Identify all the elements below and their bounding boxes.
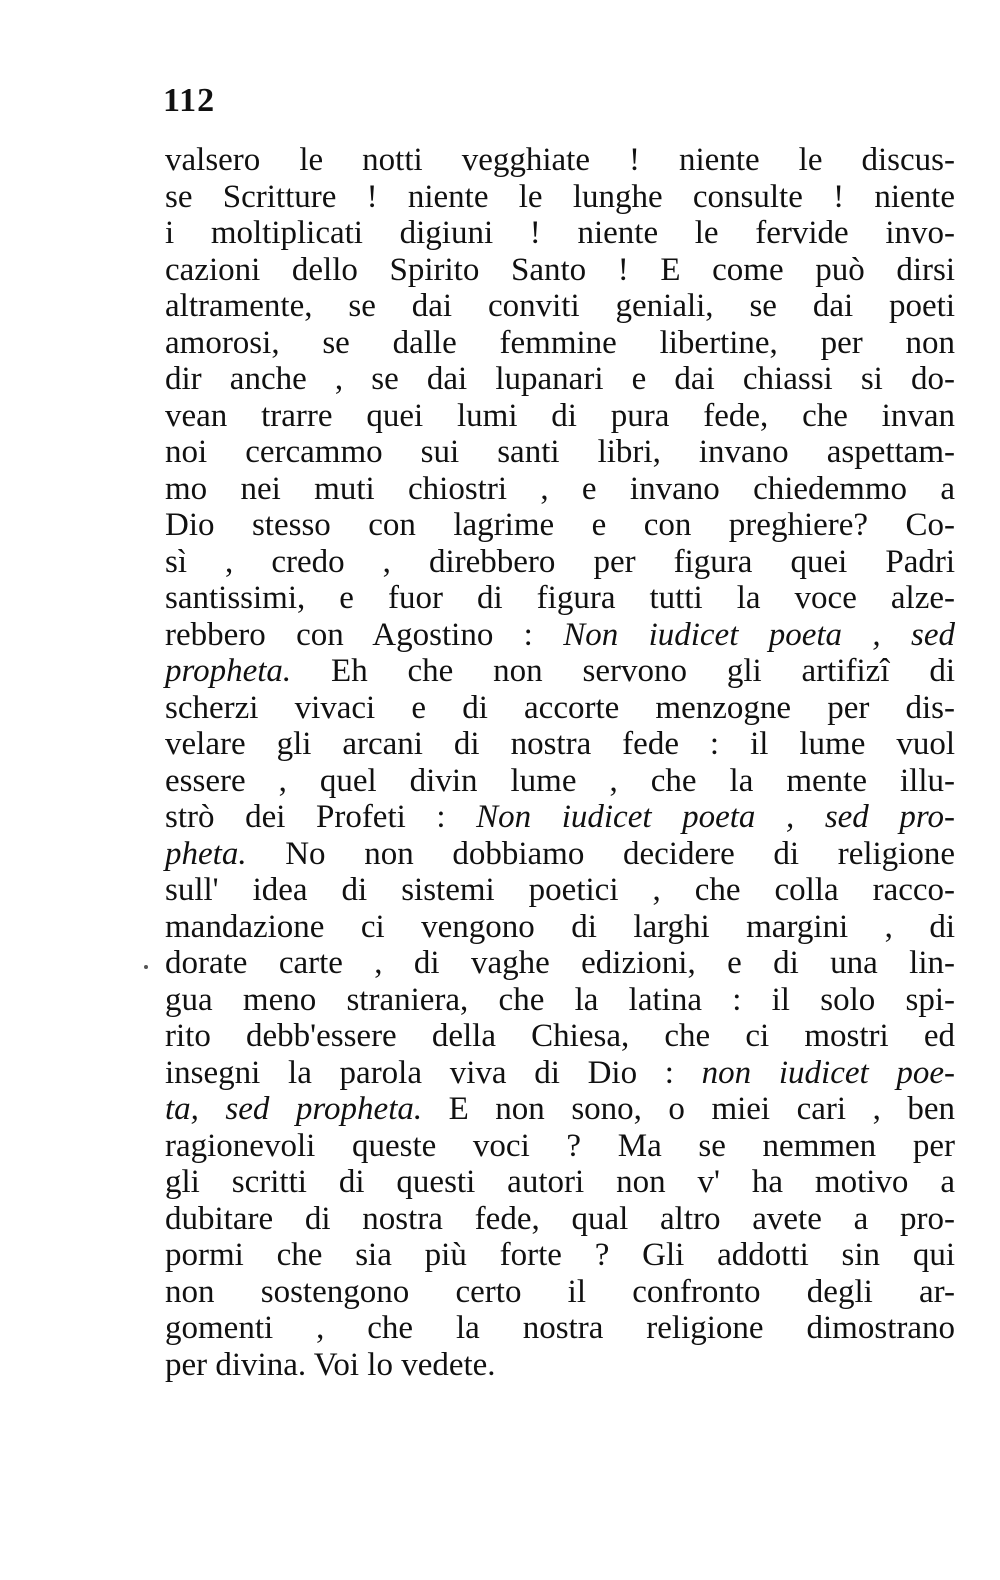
text-span: gua meno straniera, che la latina : il solo spi- [165,981,955,1018]
text-span: valsero le notti vegghiate ! niente le discus- [165,142,955,178]
text-line [165,544,955,581]
text-line [165,1310,955,1347]
text-line [165,726,955,763]
text-line [165,1237,955,1274]
text-span: rebbero con Agostino : [165,616,564,653]
text-line [165,1128,955,1165]
text-span: cazioni dello Spirito Santo ! E come può dirsi [165,251,955,288]
text-line [165,252,955,289]
text-span: gomenti , che la nostra religione dimostrano [165,1310,955,1346]
text-line [165,398,955,435]
page-number: 112 [163,82,216,119]
text-line [165,215,955,252]
text-line [165,507,955,544]
text-span: se Scritture ! niente le lunghe consulte ! niente [165,178,955,215]
text-span: dir anche , se dai lupanari e dai chiassi si do- [165,361,955,397]
text-span: altramente, se dai conviti geniali, se dai poeti [165,288,955,324]
text-line [165,1055,955,1092]
text-span: non sostengono certo il confronto degli ar- [165,1273,955,1310]
text-span: rito debb'essere della Chiesa, che ci mostri ed [165,1018,955,1054]
italic-quote: Non iudicet poeta , sed [563,616,955,653]
text-line [165,836,955,873]
text-line [165,799,955,836]
italic-quote: Non iudicet poeta , sed pro- [476,799,955,835]
text-span: dubitare di nostra fede, qual altro avete a pro- [165,1200,955,1237]
text-span: noi cercammo sui santi libri, invano aspettam- [165,434,955,470]
text-span: vean trarre quei lumi di pura fede, che invan [165,397,955,434]
italic-quote: propheta. [165,653,292,689]
text-span: No non dobbiamo decidere di religione [246,835,955,872]
text-line [165,945,955,982]
text-line [165,909,955,946]
text-span: Dio stesso con lagrime e con preghiere? Co- [165,507,955,543]
body-text [165,142,955,1383]
text-line [165,763,955,800]
text-line [165,872,955,909]
text-span: i moltiplicati digiuni ! niente le fervide invo- [165,215,955,251]
text-line [165,1274,955,1311]
text-line [165,288,955,325]
text-span: mo nei muti chiostri , e invano chiedemmo a [165,470,955,507]
text-span: mandazione ci vengono di larghi margini , di [165,908,955,945]
text-line [165,1091,955,1128]
text-line [165,1018,955,1055]
text-line [165,1164,955,1201]
text-span: santissimi, e fuor di figura tutti la voce alze- [165,580,955,616]
text-span: sull' idea di sistemi poetici , che colla racco- [165,872,955,908]
text-span: strò dei Profeti : [165,799,477,835]
text-line [165,361,955,398]
text-line [165,617,955,654]
text-span: sì , credo , direbbero per figura quei Padri [165,543,955,580]
text-span: Eh che non servono gli artifizî di [291,653,955,689]
ink-speck [144,965,148,969]
italic-quote: non iudicet poe- [701,1054,955,1091]
text-line [165,580,955,617]
text-span: per divina. Voi lo vedete. [165,1346,496,1383]
text-span: velare gli arcani di nostra fede : il lume vuol [165,726,955,762]
text-line [165,179,955,216]
text-span: scherzi vivaci e di accorte menzogne per dis- [165,689,955,726]
text-line [165,1347,955,1384]
text-span: ragionevoli queste voci ? Ma se nemmen per [165,1127,955,1164]
text-span: dorate carte , di vaghe edizioni, e di una lin- [165,945,955,981]
text-line [165,653,955,690]
text-span: essere , quel divin lume , che la mente illu- [165,762,955,799]
text-line [165,1201,955,1238]
italic-quote: pheta. [165,835,247,872]
text-line [165,325,955,362]
text-span: gli scritti di questi autori non v' ha motivo a [165,1164,955,1200]
text-span: insegni la parola viva di Dio : [165,1054,702,1091]
italic-quote: ta, sed propheta. [165,1091,423,1127]
text-line [165,434,955,471]
text-span: pormi che sia più forte ? Gli addotti sin qui [165,1237,955,1273]
text-line [165,471,955,508]
text-line [165,142,955,179]
text-span: E non sono, o miei cari , ben [422,1091,955,1127]
text-line [165,982,955,1019]
text-line [165,690,955,727]
text-span: amorosi, se dalle femmine libertine, per non [165,324,955,361]
